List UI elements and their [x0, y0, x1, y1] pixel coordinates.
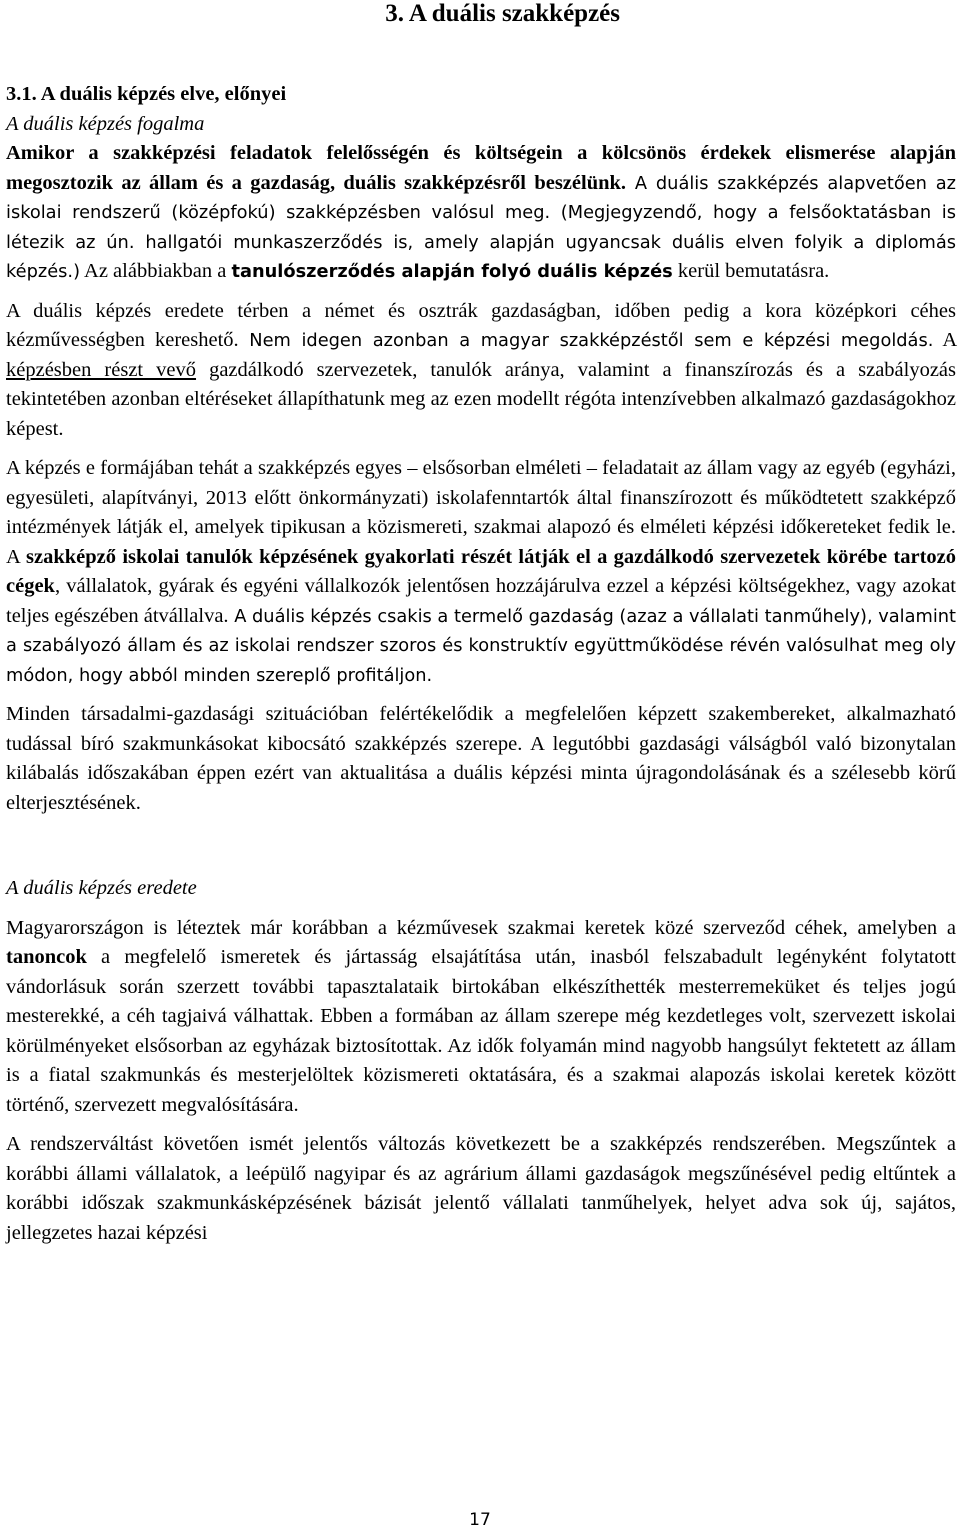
emphasis-text: tanulószerződés alapján folyó duális képzés: [231, 261, 673, 282]
text-run: A duális képzés eredete térben a német és osztrák gazdaságban, időben pedig a kora középkori céhes kézművességben kereshető.: [6, 299, 956, 351]
text-run: A képzés e formájában tehát a szakképzés egyes – elsősorban elméleti – feladatait az állam vagy az egyéb (egyházi, egyesületi, alapítványi, 2013 előtt önkormányzati) iskolafenntartók által finanszírozott és működtetett szakképző intézmények látják el, amelyek tipikusan a közismereti, szakmai alapozó és elméleti képzési időkereteket fedik le. A: [6, 457, 956, 568]
underlined-text: képzésben részt vevő: [6, 358, 197, 381]
paragraph-definition: [6, 139, 956, 287]
text-run: A duális képzés csakis a termelő gazdaság (azaz a vállalati tanműhely), valamint a szabályozó állam és az iskolai rendszer szoros és konstruktív együttműködése révén valósulhat meg oly módon, hogy abból minden szereplő profitáljon.: [6, 605, 957, 686]
paragraph-regime-change: A rendszerváltást követően ismét jelentős változás következett be a szakképzés rendszerében. Megszűntek a korábbi állami vállalatok, a leépülő nagyipar és az agrárium állami gazdaságok megszűnésével pedig eltűntek a korábbi időszak szakmunkásképzésének bázisát jelentő vállalati tanműhelyek, helyet adva sok új, sajátos, jellegzetes hazai képzési: [6, 1133, 956, 1244]
emphasis-text: szakképző iskolai tanulók képzésének gyakorlati részét látják el a gazdálkodó szervezetek körébe tartozó cégek: [6, 545, 956, 597]
paragraph-origin: [6, 297, 956, 445]
definition-note-text: A duális szakképzés alapvetően az iskolai rendszerű (középfokú) szakképzésben valósul meg. (Megjegyzendő, hogy a felsőoktatásban is létezik az ún. hallgatói munkaszerződés is, amely alapján ugyancsak duális elven folyik a diplomás képzés.): [6, 172, 956, 282]
page-content: [6, 80, 956, 1248]
text-run: Az alábbiakban a: [80, 260, 232, 282]
subheading-origin: A duális képzés eredete: [6, 877, 197, 899]
section-heading: 3.1. A duális képzés elve, előnyei: [6, 83, 287, 105]
paragraph-relevance: Minden társadalmi-gazdasági szituációban felértékelődik a megfelelően képzett szakembereket, alkalmazható tudással bíró szakmunkásokat kibocsátó szakképzés szerepe. A legutóbbi gazdasági válságból való bizonytalan kilábalás időszakában éppen ezért van aktualitása a duális képzési minta újragondolásának és a szélesebb körű elterjesztésének.: [6, 703, 956, 814]
subheading-concept: A duális képzés fogalma: [6, 112, 205, 135]
text-run: A: [933, 329, 956, 351]
text-run: gazdálkodó szervezetek, tanulók aránya, valamint a finanszírozás és a szabályozás tekintetében azonban eltéréseket állapíthatunk meg az ezen modellt régóta intenzívebben alkalmazó gazdaságokhoz képest.: [6, 358, 957, 440]
emphasis-text: tanoncok: [6, 946, 87, 968]
definition-bold-text: Amikor a szakképzési feladatok felelősségén és költségein a kölcsönös érdekek elismerése alapján megosztozik az állam és a gazdaság, duális szakképzésről beszélünk.: [6, 142, 956, 194]
text-run: a megfelelő ismeretek és jártasság elsajátítása után, inasból felszabadult legényként folytatott vándorlásuk során szerzett további tapasztalataik birtokában elkészíthették mesterremeküket és teljes jogú mesterekké, a céh tagjaivá válhattak. Ebben a formában az állam szerepe még kezdetleges volt, szervezett iskolai körülményeket elsősorban az egyházak biztosítottak. Az idők folyamán mind nagyobb hangsúlyt fektetett az állam is a fiatal szakmunkás és mesterjelöltek közismereti oktatására, és a szakmai alapozás iskolai keretek között történő, szervezett megvalósítására.: [6, 946, 956, 1116]
paragraph-history: [6, 914, 956, 1121]
chapter-title: 3. A duális szakképzés: [385, 0, 620, 27]
text-run: kerül bemutatásra.: [672, 260, 830, 282]
text-run: Magyarországon is léteztek már korábban a kézművesek szakmai keretek közé szerveződ céhek, amelyben a: [6, 916, 956, 939]
paragraph-form: [6, 454, 956, 690]
text-run: Nem idegen azonban a magyar szakképzéstől sem e képzési megoldás.: [238, 330, 934, 351]
text-run: , vállalatok, gyárak és egyéni vállalkozók jelentősen hozzájárulva ezzel a képzési költségekhez, vagy azokat teljes egészében átvállalva.: [6, 575, 956, 627]
page-number: 17: [469, 1510, 491, 1530]
